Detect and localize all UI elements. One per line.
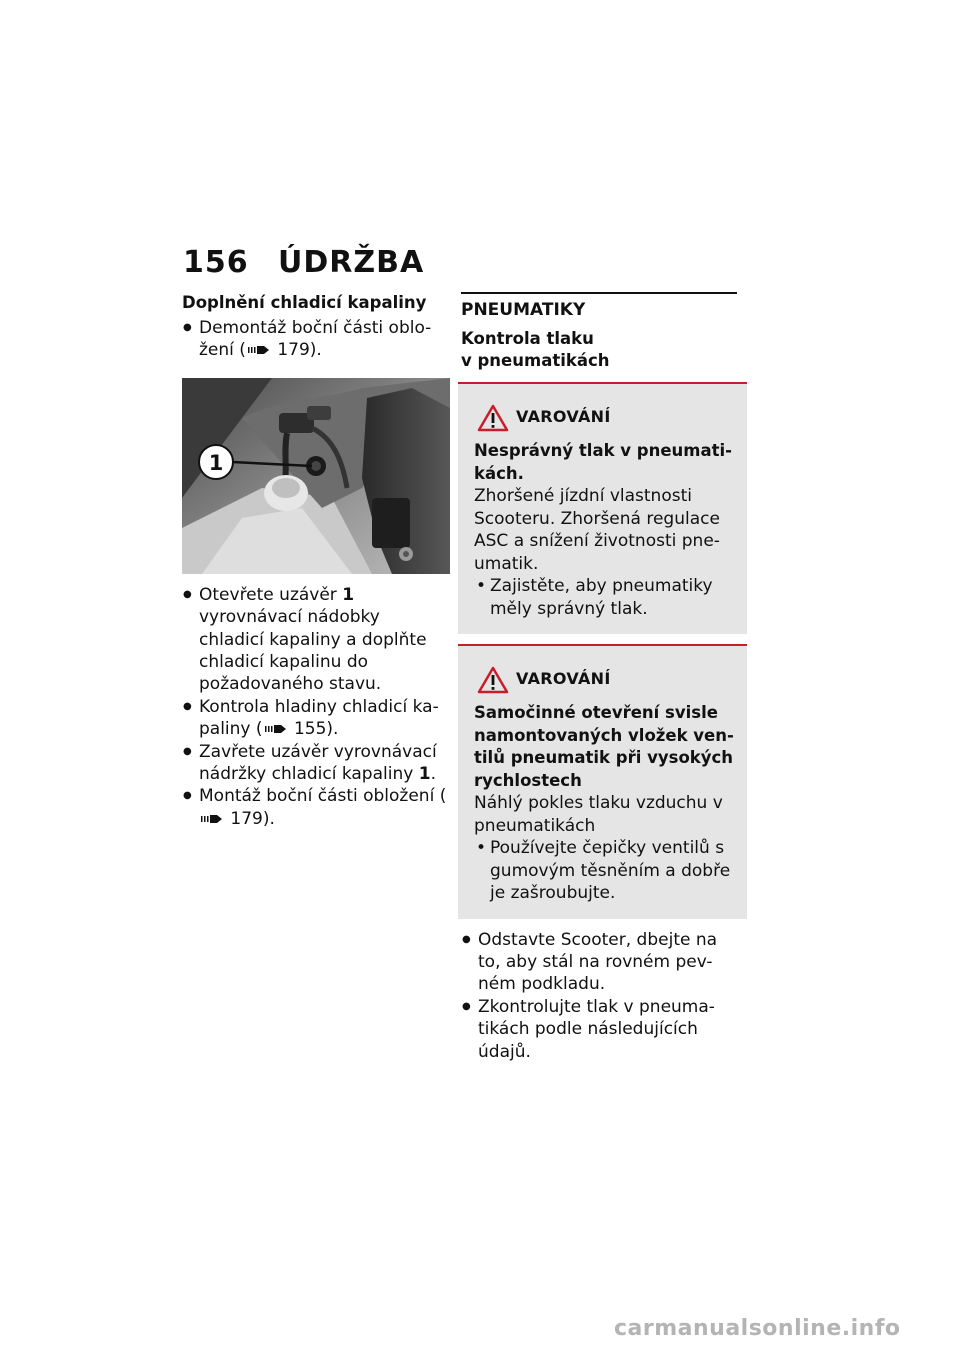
warning-label: VAROVÁNÍ xyxy=(516,669,611,688)
warning-heading: Samočinné otevření svisle namontovaných vložek ven-tilů pneumatik při vysokých rychlostech xyxy=(474,703,734,790)
warning-heading: Nesprávný tlak v pneumati-kách. xyxy=(474,441,733,483)
page-reference[interactable]: 179 xyxy=(230,808,263,829)
list-item: ● Otevřete uzávěr 1 vyrovnávací nádobky chladicí kapaliny a doplňte chladicí kapalinu do požadovaného stavu. xyxy=(182,584,450,696)
page-reference-arrow-icon xyxy=(248,344,270,356)
section-subtitle: Kontrola tlaku v pneumatikách xyxy=(461,329,610,370)
page-number: 156 xyxy=(183,245,249,280)
steps-list-top xyxy=(182,317,450,362)
list-item: ● Zavřete uzávěr vyrovnávací nádržky chladicí kapaliny 1. xyxy=(182,741,450,786)
page-reference-arrow-icon xyxy=(201,813,223,825)
left-column xyxy=(182,292,450,830)
list-item: ● Kontrola hladiny chladicí ka-paliny ( 155). xyxy=(182,696,450,741)
warning-label: VAROVÁNÍ xyxy=(516,407,611,426)
steps-list-bottom xyxy=(182,584,450,830)
page-reference-arrow-icon xyxy=(265,723,287,735)
figure-callout-1: 1 xyxy=(208,450,224,475)
page-header xyxy=(183,245,424,280)
section-title: Doplnění chladicí kapaliny xyxy=(182,293,427,312)
warning-triangle-icon xyxy=(477,666,509,698)
page-title: ÚDRŽBA xyxy=(278,245,425,280)
list-item: ● Montáž boční části obložení ( 179). xyxy=(182,785,450,830)
chapter-rule xyxy=(461,292,737,294)
warning-text: Zhoršené jízdní vlastnosti Scooteru. Zhoršená regulace ASC a snížení životnosti pne-umatik. xyxy=(474,486,720,574)
list-item: ● Zkontrolujte tlak v pneuma-tikách podle následujících údajů. xyxy=(461,996,737,1063)
warning-instruction: • Zajistěte, aby pneumatiky měly správný tlak. xyxy=(474,575,735,620)
chapter-title: PNEUMATIKY xyxy=(461,300,586,320)
list-item: ● Demontáž boční části oblo-žení ( 179). xyxy=(182,317,450,362)
warning-box xyxy=(458,382,747,634)
warning-instruction: • Používejte čepičky ventilů s gumovým těsněním a dobře je zašroubujte. xyxy=(474,837,735,905)
warning-triangle-icon xyxy=(477,404,509,436)
warning-box xyxy=(458,644,747,919)
coolant-reservoir-photo xyxy=(182,378,450,574)
warning-text: Náhlý pokles tlaku vzduchu v pneumatikách xyxy=(474,793,723,836)
list-item: ● Odstavte Scooter, dbejte na to, aby stál na rovném pev-ném podkladu. xyxy=(461,929,737,996)
page-reference[interactable]: 155 xyxy=(293,719,327,740)
right-column xyxy=(461,292,737,1063)
steps-list xyxy=(461,929,737,1063)
watermark: carmanualsonline.info xyxy=(614,1316,901,1341)
page-reference[interactable]: 179 xyxy=(277,340,310,361)
